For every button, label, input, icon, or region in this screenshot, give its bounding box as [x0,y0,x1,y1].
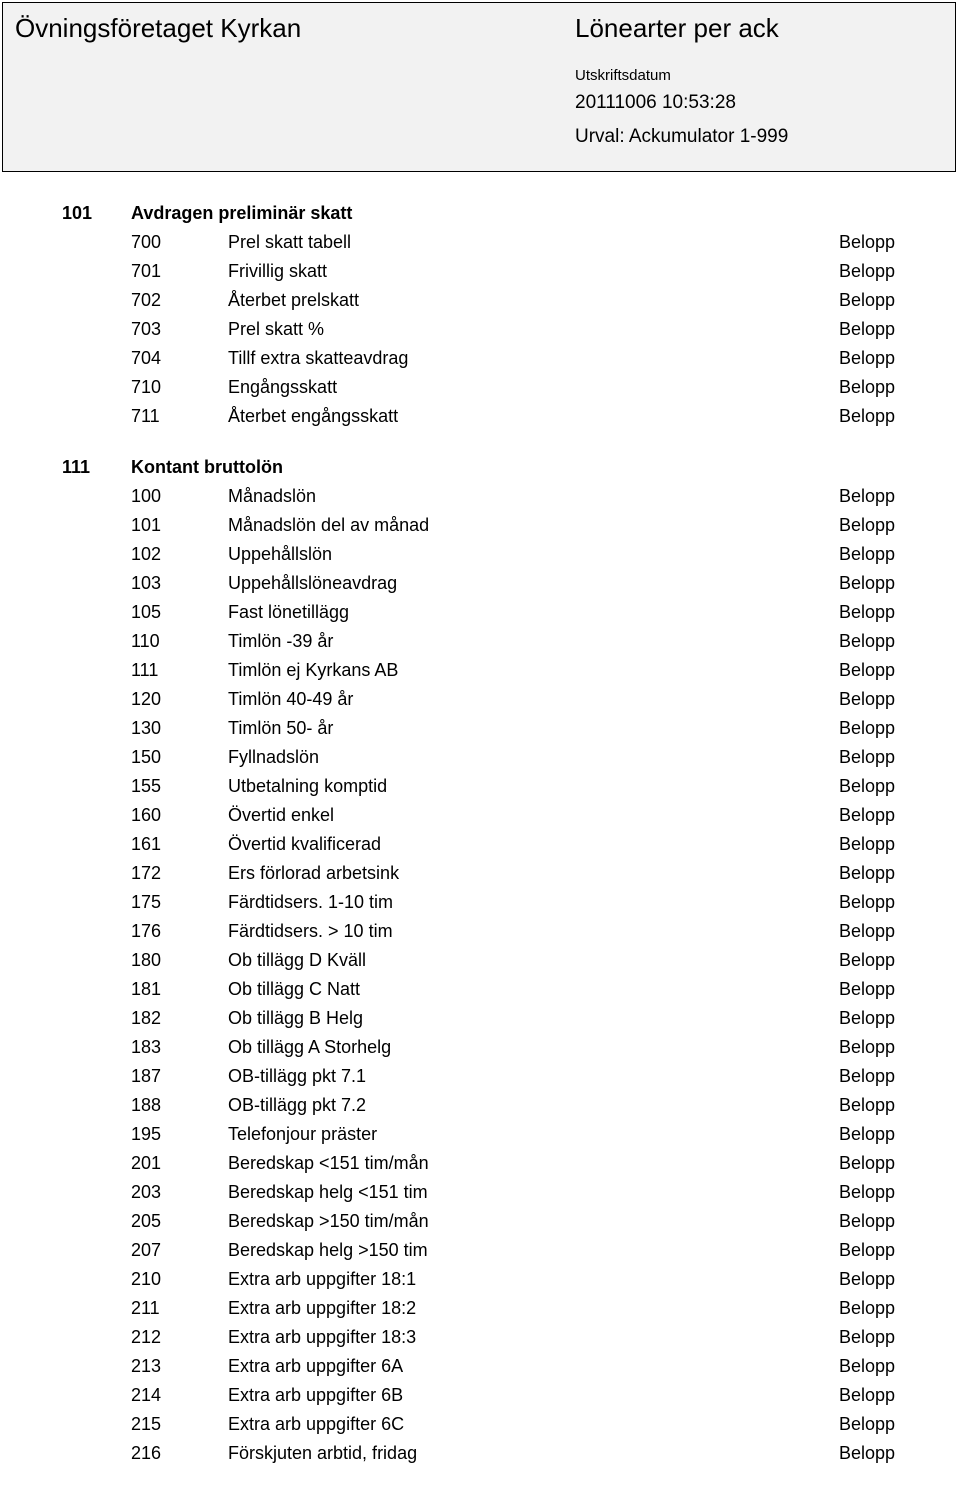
wage-type-row [0,374,960,403]
wage-type-code: 216 [131,1443,162,1463]
wage-type-name: Prel skatt tabell [228,232,352,252]
wage-type-code: 710 [131,377,162,397]
wage-type-name: Övertid kvalificerad [228,834,382,854]
wage-type-code: 175 [131,892,162,912]
wage-type-code: 213 [131,1356,162,1376]
wage-type-unit: Belopp [839,1037,896,1057]
wage-type-row [0,1179,960,1208]
wage-type-row [0,258,960,287]
wage-type-row [0,686,960,715]
wage-type-code: 215 [131,1414,162,1434]
wage-type-unit: Belopp [839,1385,896,1405]
wage-type-row [0,512,960,541]
report-title: Lönearter per ack [575,13,779,43]
wage-type-unit: Belopp [839,1298,896,1318]
accumulator-name: Avdragen preliminär skatt [131,203,353,223]
wage-type-name: Extra arb uppgifter 6A [228,1356,404,1376]
wage-type-code: 212 [131,1327,162,1347]
wage-type-code: 161 [131,834,162,854]
wage-type-code: 701 [131,261,162,281]
wage-type-unit: Belopp [839,1443,896,1463]
wage-type-name: Beredskap helg >150 tim [228,1240,428,1260]
wage-type-name: Extra arb uppgifter 18:2 [228,1298,417,1318]
wage-type-unit: Belopp [839,319,896,339]
wage-type-name: Extra arb uppgifter 6B [228,1385,404,1405]
wage-type-name: OB-tillägg pkt 7.1 [228,1066,367,1086]
wage-type-name: Färdtidsers. > 10 tim [228,921,393,941]
wage-type-name: Prel skatt % [228,319,325,339]
wage-type-list [0,200,960,1491]
wage-type-code: 160 [131,805,162,825]
wage-type-row [0,1353,960,1382]
wage-type-name: OB-tillägg pkt 7.2 [228,1095,367,1115]
wage-type-name: Beredskap <151 tim/mån [228,1153,429,1173]
wage-type-row [0,802,960,831]
wage-type-name: Timlön -39 år [228,631,334,651]
wage-type-name: Beredskap helg <151 tim [228,1182,428,1202]
wage-type-code: 183 [131,1037,162,1057]
wage-type-code: 703 [131,319,162,339]
wage-type-unit: Belopp [839,515,896,535]
wage-type-name: Ob tillägg D Kväll [228,950,367,970]
wage-type-name: Återbet prelskatt [228,290,360,310]
wage-type-unit: Belopp [839,1240,896,1260]
wage-type-name: Fyllnadslön [228,747,320,767]
wage-type-row [0,773,960,802]
wage-type-row [0,1266,960,1295]
wage-type-name: Färdtidsers. 1-10 tim [228,892,394,912]
wage-type-row [0,1063,960,1092]
wage-type-unit: Belopp [839,290,896,310]
print-date-label: Utskriftsdatum [575,67,671,84]
wage-type-name: Månadslön del av månad [228,515,430,535]
wage-type-row [0,889,960,918]
wage-type-code: 205 [131,1211,162,1231]
wage-type-unit: Belopp [839,805,896,825]
wage-type-name: Timlön ej Kyrkans AB [228,660,399,680]
print-date-value: 20111006 10:53:28 [575,92,736,113]
wage-type-unit: Belopp [839,660,896,680]
wage-type-name: Ers förlorad arbetsink [228,863,400,883]
wage-type-code: 203 [131,1182,162,1202]
wage-type-unit: Belopp [839,261,896,281]
wage-type-code: 130 [131,718,162,738]
wage-type-unit: Belopp [839,377,896,397]
wage-type-name: Övertid enkel [228,805,335,825]
wage-type-name: Ob tillägg B Helg [228,1008,364,1028]
wage-type-unit: Belopp [839,892,896,912]
wage-type-row [0,1121,960,1150]
accumulator-name: Kontant bruttolön [131,457,283,477]
wage-type-code: 182 [131,1008,162,1028]
accumulator-code: 101 [62,203,93,223]
wage-type-unit: Belopp [839,1095,896,1115]
wage-type-row [0,1382,960,1411]
wage-type-code: 102 [131,544,162,564]
wage-type-unit: Belopp [839,863,896,883]
wage-type-unit: Belopp [839,406,896,426]
wage-type-row [0,831,960,860]
wage-type-code: 711 [131,406,160,426]
wage-type-code: 180 [131,950,162,970]
wage-type-row [0,599,960,628]
wage-type-name: Uppehållslön [228,544,333,564]
wage-type-unit: Belopp [839,689,896,709]
wage-type-unit: Belopp [839,1327,896,1347]
accumulator-header [0,454,960,483]
wage-type-code: 105 [131,602,162,622]
wage-type-unit: Belopp [839,1356,896,1376]
wage-type-unit: Belopp [839,776,896,796]
wage-type-unit: Belopp [839,747,896,767]
wage-type-code: 120 [131,689,162,709]
wage-type-row [0,483,960,512]
wage-type-row [0,918,960,947]
wage-type-unit: Belopp [839,979,896,999]
wage-type-name: Engångsskatt [228,377,338,397]
wage-type-unit: Belopp [839,1124,896,1144]
wage-type-name: Uppehållslöneavdrag [228,573,398,593]
wage-type-row [0,570,960,599]
wage-type-row [0,860,960,889]
wage-type-code: 188 [131,1095,162,1115]
accumulator-group [0,454,960,1469]
wage-type-code: 700 [131,232,162,252]
wage-type-name: Extra arb uppgifter 18:3 [228,1327,417,1347]
wage-type-code: 103 [131,573,162,593]
wage-type-unit: Belopp [839,1414,896,1434]
wage-type-row [0,947,960,976]
wage-type-unit: Belopp [839,1211,896,1231]
wage-type-unit: Belopp [839,1153,896,1173]
wage-type-row [0,1440,960,1469]
wage-type-name: Telefonjour präster [228,1124,378,1144]
wage-type-row [0,976,960,1005]
selection-criteria: Urval: Ackumulator 1-999 [575,126,789,147]
wage-type-unit: Belopp [839,232,896,252]
wage-type-code: 176 [131,921,162,941]
wage-type-name: Timlön 50- år [228,718,334,738]
wage-type-code: 195 [131,1124,162,1144]
wage-type-code: 214 [131,1385,162,1405]
wage-type-row [0,287,960,316]
wage-type-code: 207 [131,1240,162,1260]
wage-type-row [0,1295,960,1324]
wage-type-row [0,229,960,258]
wage-type-row [0,1005,960,1034]
wage-type-code: 704 [131,348,162,368]
wage-type-name: Timlön 40-49 år [228,689,354,709]
wage-type-unit: Belopp [839,486,896,506]
wage-type-row [0,541,960,570]
wage-type-row [0,1092,960,1121]
wage-type-unit: Belopp [839,573,896,593]
wage-type-unit: Belopp [839,1182,896,1202]
wage-type-name: Tillf extra skatteavdrag [228,348,409,368]
wage-type-name: Ob tillägg A Storhelg [228,1037,392,1057]
wage-type-name: Utbetalning komptid [228,776,388,796]
wage-type-row [0,1034,960,1063]
wage-type-unit: Belopp [839,1066,896,1086]
wage-type-name: Fast lönetillägg [228,602,350,622]
accumulator-group [0,200,960,432]
wage-type-row [0,403,960,432]
wage-type-name: Återbet engångsskatt [228,406,399,426]
wage-type-unit: Belopp [839,718,896,738]
wage-type-code: 201 [131,1153,162,1173]
company-name: Övningsföretaget Kyrkan [15,13,302,43]
accumulator-code: 111 [62,457,91,477]
wage-type-row [0,628,960,657]
wage-type-code: 150 [131,747,162,767]
wage-type-code: 111 [131,660,159,680]
wage-type-name: Månadslön [228,486,317,506]
wage-type-row [0,715,960,744]
wage-type-code: 211 [131,1298,160,1318]
wage-type-unit: Belopp [839,1269,896,1289]
wage-type-unit: Belopp [839,834,896,854]
wage-type-code: 155 [131,776,162,796]
wage-type-code: 172 [131,863,162,883]
wage-type-code: 181 [131,979,162,999]
wage-type-code: 110 [131,631,160,651]
wage-type-code: 702 [131,290,162,310]
wage-type-unit: Belopp [839,602,896,622]
wage-type-name: Ob tillägg C Natt [228,979,361,999]
wage-type-row [0,1324,960,1353]
wage-type-row [0,1411,960,1440]
wage-type-code: 187 [131,1066,162,1086]
wage-type-name: Beredskap >150 tim/mån [228,1211,429,1231]
wage-type-name: Extra arb uppgifter 18:1 [228,1269,417,1289]
wage-type-unit: Belopp [839,921,896,941]
accumulator-header [0,200,960,229]
wage-type-name: Extra arb uppgifter 6C [228,1414,405,1434]
wage-type-unit: Belopp [839,1008,896,1028]
wage-type-row [0,657,960,686]
wage-type-code: 101 [131,515,162,535]
wage-type-unit: Belopp [839,950,896,970]
wage-type-code: 210 [131,1269,162,1289]
wage-type-row [0,744,960,773]
wage-type-row [0,345,960,374]
wage-type-row [0,1150,960,1179]
wage-type-unit: Belopp [839,348,896,368]
wage-type-name: Frivillig skatt [228,261,328,281]
wage-type-unit: Belopp [839,544,896,564]
wage-type-code: 100 [131,486,162,506]
wage-type-row [0,1237,960,1266]
wage-type-unit: Belopp [839,631,896,651]
wage-type-row [0,1208,960,1237]
wage-type-row [0,316,960,345]
wage-type-name: Förskjuten arbtid, fridag [228,1443,418,1463]
report-header [2,2,956,172]
